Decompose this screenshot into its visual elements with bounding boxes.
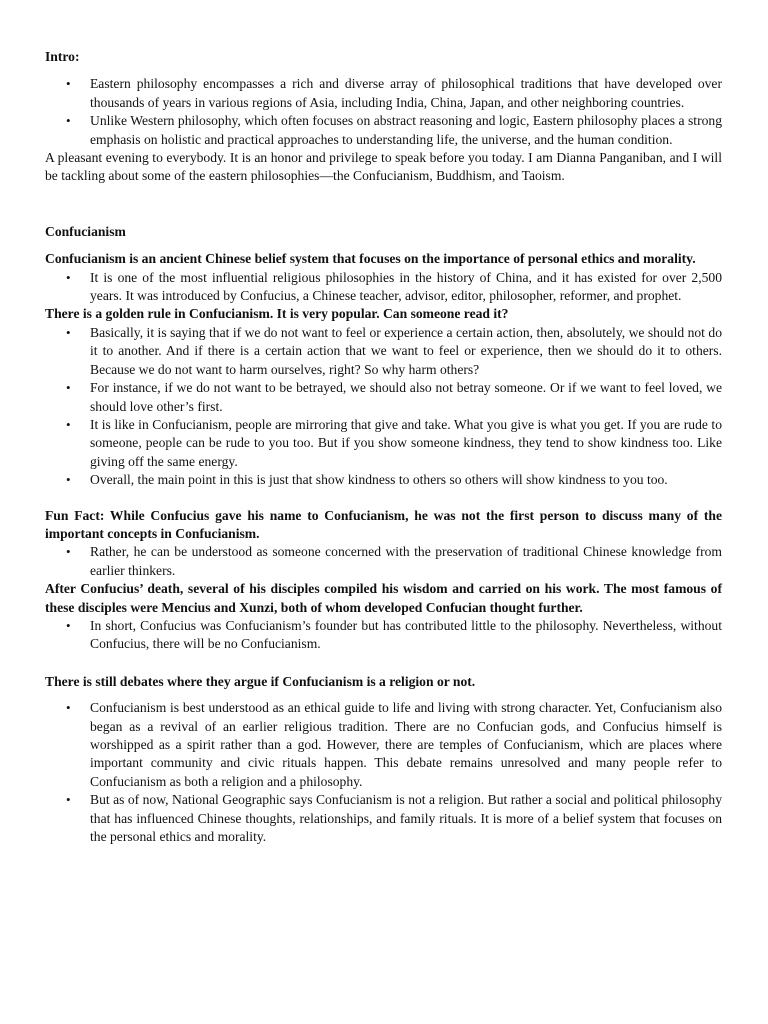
list-item: • Unlike Western philosophy, which often focuses on abstract reasoning and logic, Eastern philosophy places a strong emphasis on holistic and practical approaches to understanding life, the universe, and the human condition. <box>45 112 722 149</box>
golden-rule-heading: There is a golden rule in Confucianism. It is very popular. Can someone read it? <box>45 306 509 322</box>
confucianism-definition: Confucianism is an ancient Chinese belief system that focuses on the importance of personal ethics and morality. <box>45 251 696 267</box>
list-item: • Overall, the main point in this is just that show kindness to others so others will show kindness to you too. <box>45 471 722 489</box>
confucianism-heading: Confucianism <box>45 223 126 239</box>
list-item: • It is like in Confucianism, people are mirroring that give and take. What you give is what you get. If you are rude to someone, people can be rude to you too. But if you show someone kindness, they tend to show kindness too. Like giving off the same energy. <box>45 416 722 471</box>
golden-rule-bullet-list <box>45 324 722 490</box>
list-item: • It is one of the most influential religious philosophies in the history of China, and it has existed for over 2,500 years. It was introduced by Confucius, a Chinese teacher, advisor, editor, philosopher, reformer, and prophet. <box>45 269 722 306</box>
list-item: • In short, Confucius was Confucianism’s founder but has contributed little to the philosophy. Nevertheless, without Confucius, there will be no Confucianism. <box>45 617 722 654</box>
disciples-paragraph: After Confucius’ death, several of his disciples compiled his wisdom and carried on his work. The most famous of these disciples were Mencius and Xunzi, both of whom developed Confucian thought further. <box>45 581 722 615</box>
list-item: • For instance, if we do not want to be betrayed, we should also not betray someone. Or if we want to feel loved, we should love other’s first. <box>45 379 722 416</box>
fun-fact: Fun Fact: While Confucius gave his name to Confucianism, he was not the first person to discuss many of the important concepts in Confucianism. <box>45 507 722 541</box>
intro-bullet-list <box>45 75 722 149</box>
debate-heading: There is still debates where they argue if Confucianism is a religion or not. <box>45 673 476 689</box>
document-content <box>45 48 722 846</box>
fun-fact-bullet-list <box>45 543 722 580</box>
list-item: • Rather, he can be understood as someone concerned with the preservation of traditional Chinese knowledge from earlier thinkers. <box>45 543 722 580</box>
definition-bullet-list <box>45 269 722 306</box>
list-item: • Confucianism is best understood as an ethical guide to life and living with strong character. Yet, Confucianism also began as a revival of an earlier religious tradition. There are no Confucian gods, and Confucius himself is worshipped as a spirit rather than a god. However, there are temples of Confucianism, which are places where important community and civic rituals happen. This debate remains unresolved and many people refer to Confucianism as both a religion and a philosophy. <box>45 699 722 791</box>
list-item: • Basically, it is saying that if we do not want to feel or experience a certain action, then, absolutely, we should not do it to another. And if there is a certain action that we want to feel or experience, then we should do it to others. Because we do not want to harm ourselves, right? So why harm others? <box>45 324 722 379</box>
intro-paragraph: A pleasant evening to everybody. It is an honor and privilege to speak before you today. I am Dianna Panganiban, and I will be tackling about some of the eastern philosophies—the Confucianism, Buddhism, and Taoism. <box>45 150 722 184</box>
debate-bullet-list <box>45 699 722 846</box>
list-item: • Eastern philosophy encompasses a rich and diverse array of philosophical traditions that have developed over thousands of years in various regions of Asia, including India, China, Japan, and other neighboring countries. <box>45 75 722 112</box>
list-item: • But as of now, National Geographic says Confucianism is not a religion. But rather a social and political philosophy that has influenced Chinese thoughts, relationships, and family rituals. It is more of a belief system that focuses on the personal ethics and morality. <box>45 791 722 846</box>
disciples-bullet-list <box>45 617 722 654</box>
intro-heading: Intro: <box>45 49 80 64</box>
